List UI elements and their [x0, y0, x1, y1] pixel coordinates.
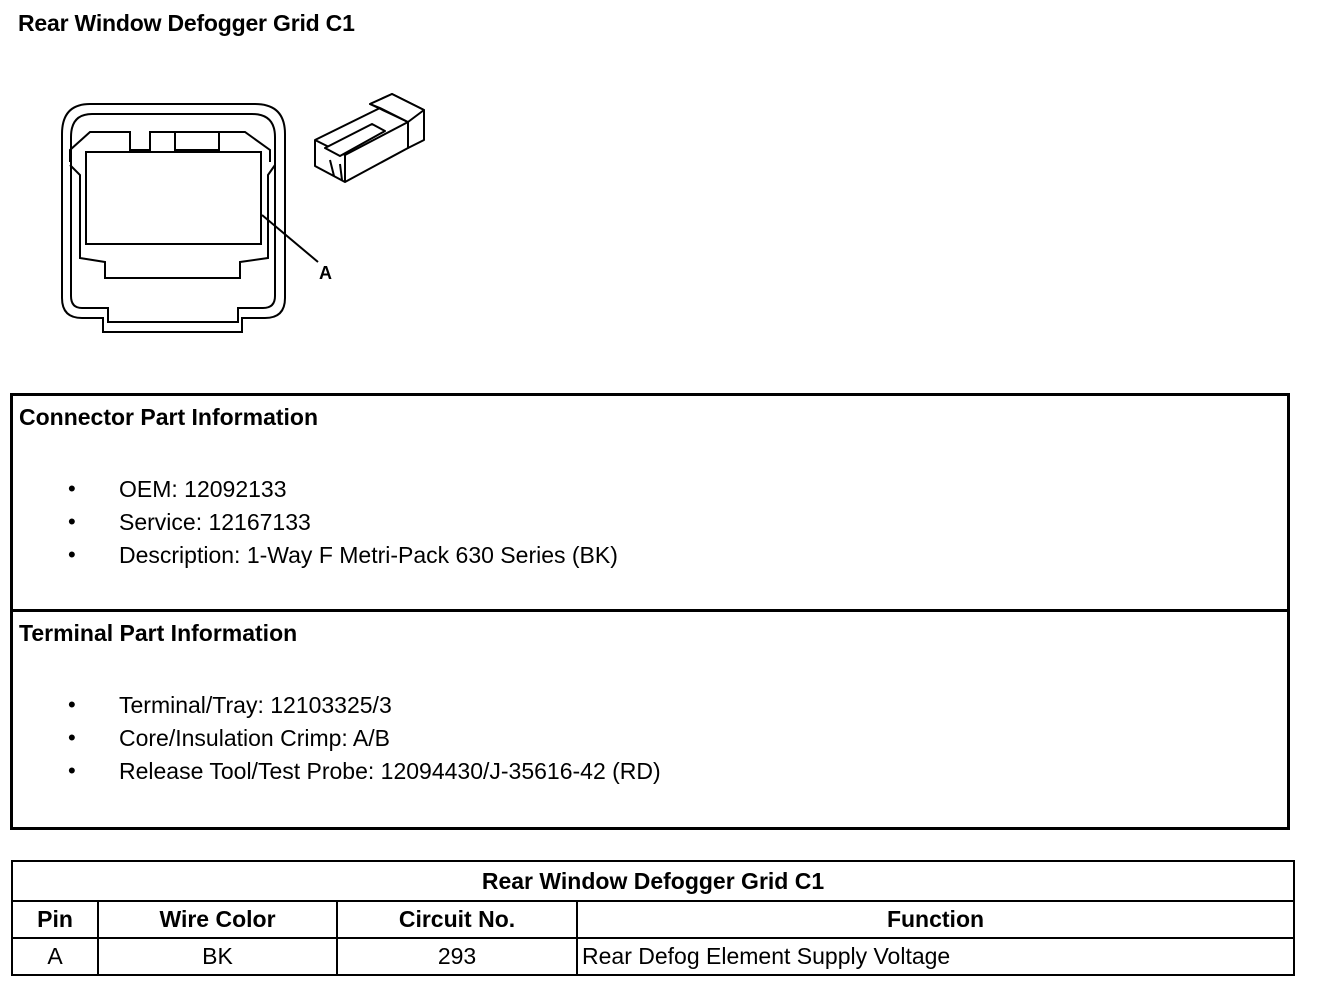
bullet-icon: • [68, 692, 76, 717]
cavity-label: A [319, 263, 332, 283]
connector-housing-outline [62, 104, 285, 332]
terminal-cavity [86, 152, 261, 244]
connector-service: Service: 12167133 [119, 509, 311, 535]
column-header-function: Function [577, 901, 1294, 938]
table-caption: Rear Window Defogger Grid C1 [12, 861, 1294, 901]
terminal-part-info-heading: Terminal Part Information [19, 620, 298, 646]
terminal-part-info-box [10, 609, 1290, 830]
column-header-pin: Pin [12, 901, 98, 938]
terminal-tray: Terminal/Tray: 12103325/3 [119, 692, 392, 718]
bullet-icon: • [68, 542, 76, 567]
pin-out-table [11, 860, 1295, 976]
column-header-wire-color: Wire Color [98, 901, 337, 938]
connector-description: Description: 1-Way F Metri-Pack 630 Series (BK) [119, 542, 618, 568]
column-header-circuit-no: Circuit No. [337, 901, 577, 938]
connector-3d-icon [315, 94, 424, 182]
connector-housing-inner [71, 114, 275, 322]
connector-part-info-box [10, 393, 1290, 612]
bullet-icon: • [68, 725, 76, 750]
table-header-row [12, 901, 1294, 938]
connector-part-info-heading: Connector Part Information [19, 404, 319, 430]
function-cell: Rear Defog Element Supply Voltage [577, 938, 1294, 975]
page-title: Rear Window Defogger Grid C1 [18, 10, 355, 36]
bullet-icon: • [68, 758, 76, 783]
terminal-crimp: Core/Insulation Crimp: A/B [119, 725, 391, 751]
connector-latch [70, 132, 270, 162]
table-row [12, 938, 1294, 975]
bullet-icon: • [68, 476, 76, 501]
connector-oem: OEM: 12092133 [119, 476, 287, 502]
bullet-icon: • [68, 509, 76, 534]
pin-cell: A [12, 938, 98, 975]
terminal-release-tool: Release Tool/Test Probe: 12094430/J-35616-42 (RD) [119, 758, 661, 784]
circuit-no-cell: 293 [337, 938, 577, 975]
wire-color-cell: BK [98, 938, 337, 975]
connector-diagram [0, 0, 460, 345]
